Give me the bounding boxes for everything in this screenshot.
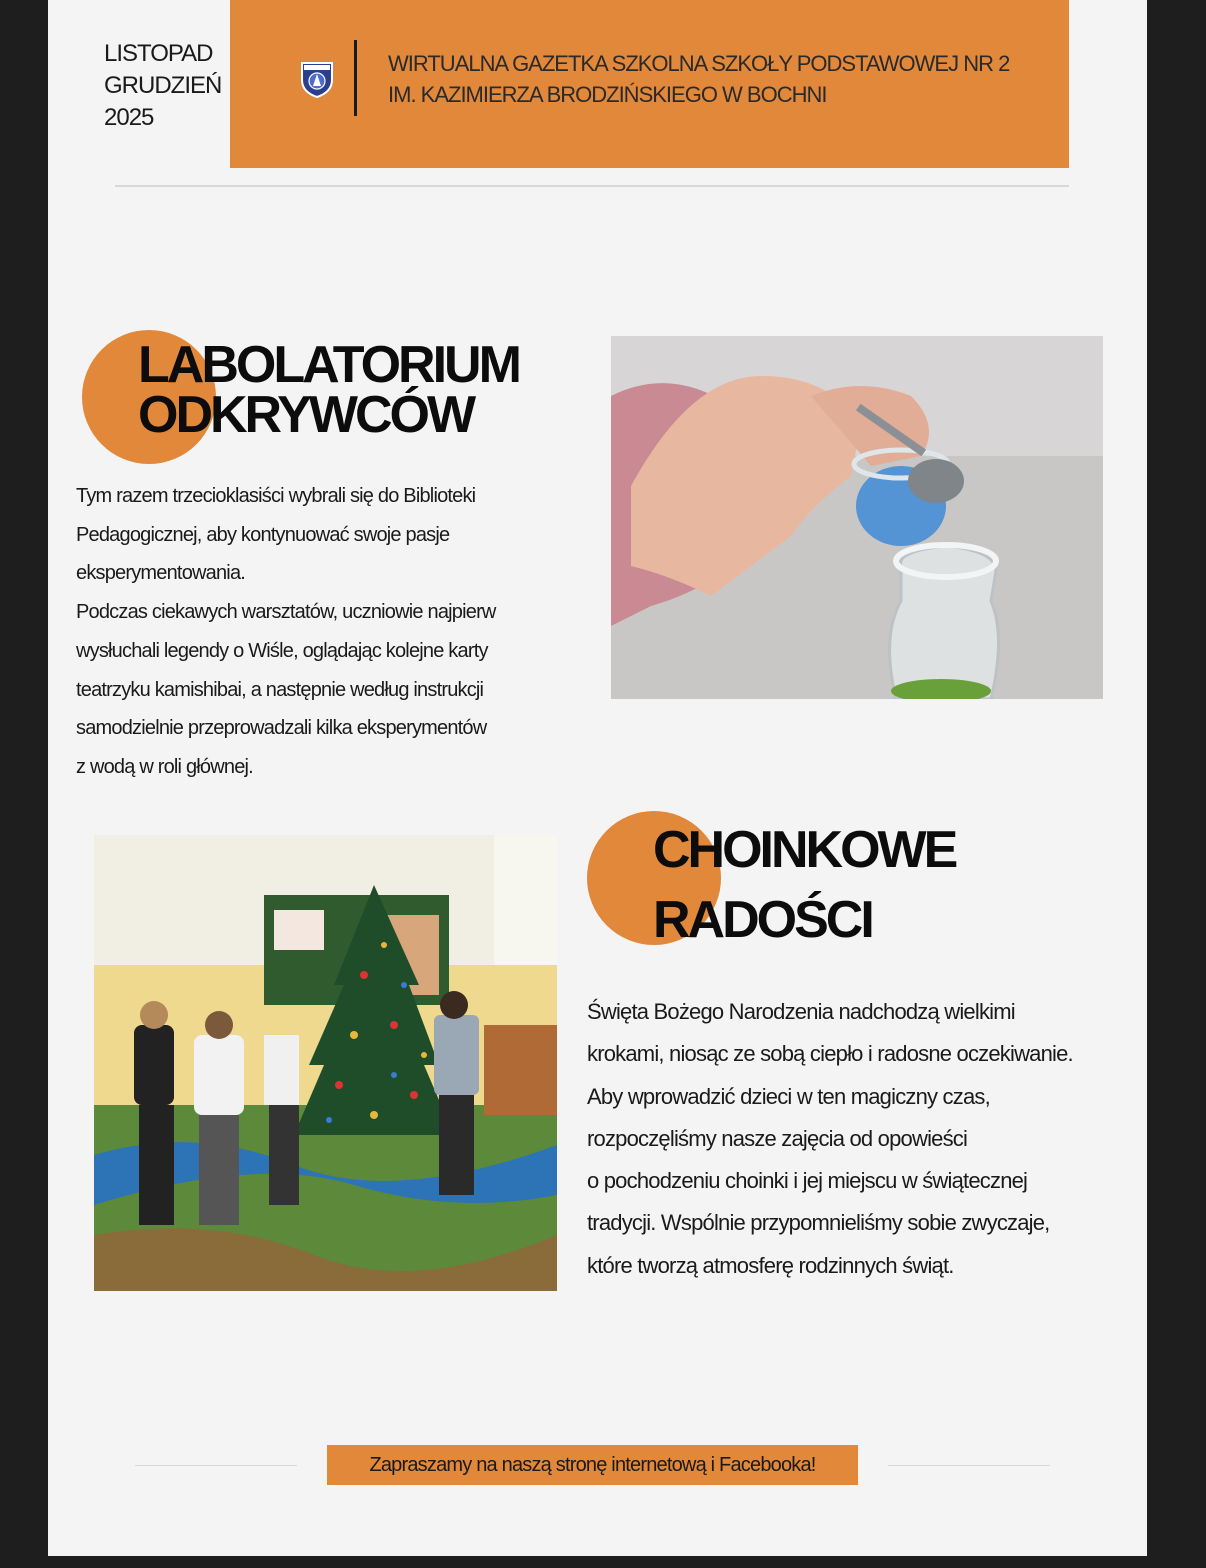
article2-line: krokami, niosąc ze sobą ciepło i radosne oczekiwanie.: [587, 1041, 1073, 1067]
header-rule: [115, 185, 1069, 187]
article1-line: eksperymentowania.: [76, 562, 246, 585]
newsletter-page: [48, 0, 1147, 1556]
school-crest-icon: [300, 60, 334, 98]
article2-line: o pochodzeniu choinki i jej miejscu w świątecznej: [587, 1168, 1028, 1194]
article2-line: Święta Bożego Narodzenia nadchodzą wielkimi: [587, 999, 1015, 1024]
article2-headline: [653, 815, 955, 955]
christmas-tree-photo: [94, 835, 557, 1291]
footer-rule-right: [888, 1465, 1050, 1466]
issue-date: [104, 38, 244, 134]
header-divider: [354, 40, 357, 116]
footer-rule-left: [135, 1465, 297, 1466]
website-facebook-link[interactable]: Zapraszamy na naszą stronę internetową i Facebooka!: [327, 1445, 858, 1485]
article2-headline-line-2: RADOŚCI: [653, 891, 872, 949]
issue-year: 2025: [104, 104, 154, 131]
article2-body: [587, 991, 1142, 1287]
newsletter-title-line-1: WIRTUALNA GAZETKA SZKOLNA SZKOŁY PODSTAWOWEJ NR 2: [388, 51, 1010, 76]
newsletter-title: [388, 48, 1048, 110]
article1-headline: [138, 336, 519, 444]
newsletter-title-line-2: IM. KAZIMIERZA BRODZIŃSKIEGO W BOCHNI: [388, 82, 827, 107]
article1-line: z wodą w roli głównej.: [76, 755, 253, 778]
article2-headline-line-1: CHOINKOWE: [653, 821, 956, 879]
article2-line: które tworzą atmosferę rodzinnych świąt.: [587, 1252, 954, 1278]
article1-line: Podczas ciekawych warsztatów, uczniowie najpierw: [76, 601, 496, 624]
article1-headline-line-2: ODKRYWCÓW: [138, 386, 474, 444]
experiment-photo: [611, 336, 1103, 699]
article1-line: samodzielnie przeprowadzali kilka eksperymentów: [76, 717, 487, 740]
article1-line: Pedagogicznej, aby kontynuować swoje pasje: [76, 523, 450, 546]
article2-line: Aby wprowadzić dzieci w ten magiczny czas,: [587, 1083, 990, 1109]
article2-line: tradycji. Wspólnie przypomnieliśmy sobie zwyczaje,: [587, 1210, 1050, 1236]
article1-headline-line-1: LABOLATORIUM: [138, 336, 519, 394]
header-banner: [230, 0, 1069, 168]
article2-line: rozpoczęliśmy nasze zajęcia od opowieści: [587, 1125, 968, 1151]
article1-body: [76, 477, 576, 787]
article1-line: Tym razem trzecioklasiści wybrali się do Biblioteki: [76, 485, 476, 507]
issue-month-1: LISTOPAD: [104, 40, 213, 67]
article1-line: wysłuchali legendy o Wiśle, oglądając kolejne karty: [76, 639, 488, 662]
issue-month-2: GRUDZIEŃ: [104, 72, 222, 99]
article1-line: teatrzyku kamishibai, a następnie według instrukcji: [76, 678, 484, 701]
